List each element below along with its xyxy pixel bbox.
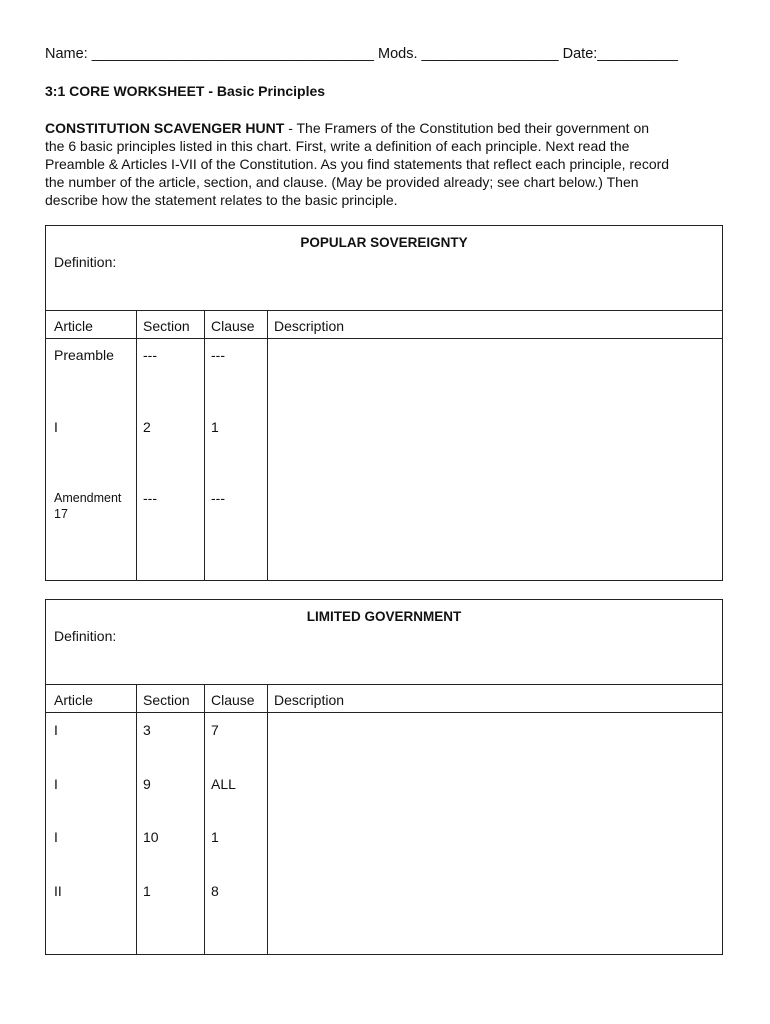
column-divider — [267, 310, 268, 580]
principle-table-popular-sovereignty — [45, 225, 723, 581]
definition-label: Definition: — [54, 628, 117, 644]
clause-cell: 1 — [211, 829, 219, 845]
section-cell: 3 — [143, 722, 151, 738]
section-cell: 2 — [143, 419, 151, 435]
article-cell: I — [54, 829, 58, 845]
column-divider — [136, 684, 137, 954]
article-cell: I — [54, 722, 58, 738]
column-divider — [267, 684, 268, 954]
definition-area[interactable] — [46, 600, 722, 685]
section-cell: 1 — [143, 883, 151, 899]
article-cell: Preamble — [54, 347, 114, 363]
instructions-line-4: the number of the article, section, and clause. (May be provided already; see chart below.) Then — [45, 174, 639, 190]
instructions-line-2: the 6 basic principles listed in this chart. First, write a definition of each principle. Next read the — [45, 138, 630, 154]
section-cell: 9 — [143, 776, 151, 792]
definition-area[interactable] — [46, 226, 722, 311]
column-header-article: Article — [54, 318, 93, 334]
column-header-clause: Clause — [211, 318, 255, 334]
column-header-article: Article — [54, 692, 93, 708]
instructions — [45, 119, 735, 209]
column-header-row — [46, 684, 722, 713]
column-header-clause: Clause — [211, 692, 255, 708]
name-mods-date-line: Name: ___________________________________ Mods. _________________ Date:__________ — [45, 46, 678, 62]
column-divider — [136, 310, 137, 580]
instructions-line-3: Preamble & Articles I-VII of the Constitution. As you find statements that reflect each principle, record — [45, 156, 670, 172]
clause-cell: ALL — [211, 776, 236, 792]
section-cell: --- — [143, 347, 157, 363]
section-cell: 10 — [143, 829, 159, 845]
clause-cell: --- — [211, 490, 225, 506]
section-cell: --- — [143, 490, 157, 506]
principle-name: POPULAR SOVEREIGNTY — [300, 235, 468, 250]
definition-label: Definition: — [54, 254, 117, 270]
clause-cell: 8 — [211, 883, 219, 899]
principle-name: LIMITED GOVERNMENT — [306, 609, 462, 624]
column-divider — [204, 684, 205, 954]
article-cell: I — [54, 776, 58, 792]
column-header-row — [46, 310, 722, 339]
principle-table-limited-government — [45, 599, 723, 955]
worksheet-title: 3:1 CORE WORKSHEET - Basic Principles — [45, 83, 326, 99]
principle-grid — [46, 310, 722, 580]
column-divider — [204, 310, 205, 580]
clause-cell: 7 — [211, 722, 219, 738]
article-cell: Amendment 17 — [54, 491, 122, 521]
article-cell: I — [54, 419, 58, 435]
column-header-section: Section — [143, 692, 190, 708]
instructions-text-1: - The Framers of the Constitution bed their government on — [284, 120, 650, 136]
clause-cell: 1 — [211, 419, 219, 435]
instructions-lead: CONSTITUTION SCAVENGER HUNT — [45, 120, 285, 136]
column-header-description: Description — [274, 692, 345, 708]
column-header-description: Description — [274, 318, 345, 334]
instructions-line-5: describe how the statement relates to the basic principle. — [45, 192, 398, 208]
instructions-line-1 — [45, 119, 735, 137]
principle-grid — [46, 684, 722, 954]
article-cell: II — [54, 883, 62, 899]
clause-cell: --- — [211, 347, 225, 363]
column-header-section: Section — [143, 318, 190, 334]
